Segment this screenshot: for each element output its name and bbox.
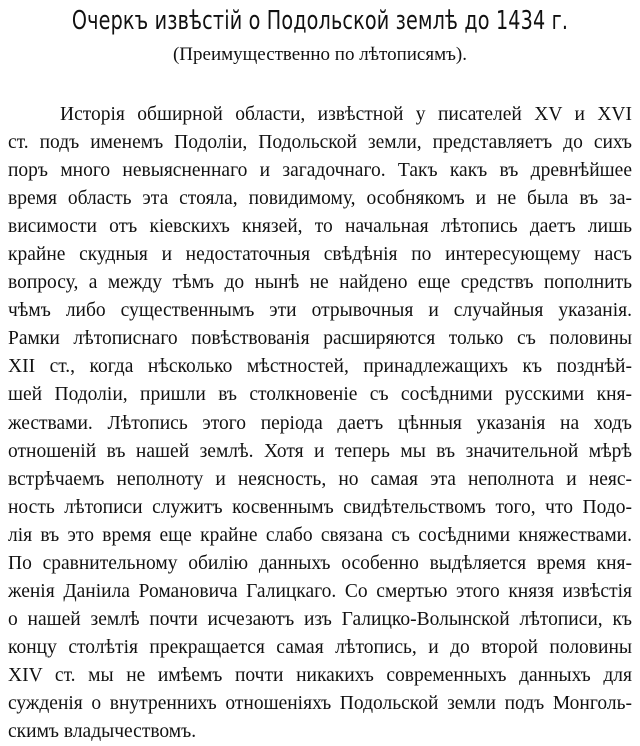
text-line: XII ст., когда нѣсколько мѣстностей, принадлежащихъ къ позднѣй- [8,356,632,378]
text-line: вопросу, а между тѣмъ до нынѣ не найдено еще средствъ пополнить [8,272,632,294]
text-line: висимости отъ кiевскихъ князей, то начальная лѣтопись даетъ лишь [8,216,632,238]
document-subtitle: (Преимущественно по лѣтописямъ). [172,44,468,65]
text-line: сужденiя о внутреннихъ отношенiяхъ Подольской земли подъ Монголь- [8,692,632,714]
body-paragraph [8,101,632,746]
text-line: Рамки лѣтописнаго повѣствованiя расширяются только съ половины [8,328,632,350]
text-line: чѣмъ либо существеннымъ эти отрывочныя и случайныя указанiя. [8,300,632,322]
text-line: ность лѣтописи служитъ косвеннымъ свидѣтельствомъ того, что Подо- [8,496,632,518]
text-line: По сравнительному обилiю данныхъ особенно выдѣляется время кня- [8,552,632,574]
text-line: жествами. Лѣтопись этого перiода даетъ цѣнныя указанiя на ходъ [8,412,632,434]
text-line: ст. подъ именемъ Подолiи, Подольской земли, представляетъ до сихъ [8,132,632,154]
text-line: лiя въ это время еще крайне слабо связана съ сосѣдними княжествами. [8,524,632,546]
text-line: скимъ владычествомъ. [8,721,197,743]
text-line: встрѣчаемъ неполноту и неясность, но самая эта неполнота и неяс- [8,468,632,490]
document-title: Очеркъ извѣстiй о Подольской землѣ до 1434 г. [71,6,569,36]
text-line: время область эта стояла, повидимому, особнякомъ и не была въ за- [8,188,632,210]
text-line: крайне скудныя и недостаточныя свѣдѣнiя по интересующему насъ [8,244,632,266]
text-line: поръ много невыясненнаго и загадочнаго. Такъ какъ въ древнѣйшее [8,160,632,182]
text-line: концу столѣтiя прекращается самая лѣтопись, и до второй половины [8,636,632,658]
text-line: шей Подолiи, пришли въ столкновенiе съ сосѣдними русскими кня- [8,384,632,406]
text-line: Исторiя обширной области, извѣстной у писателей XV и XVI [60,104,632,125]
text-line: XIV ст. мы не имѣемъ почти никакихъ современныхъ данныхъ для [8,664,632,686]
text-line: отношенiй въ нашей землѣ. Хотя и теперь мы въ значительной мѣрѣ [8,440,632,462]
text-line: о нашей землѣ почти исчезаютъ изъ Галицко-Волынской лѣтописи, къ [8,608,632,630]
text-line: женiя Данiила Романовича Галицкаго. Со смертью этого князя извѣстiя [8,580,632,602]
